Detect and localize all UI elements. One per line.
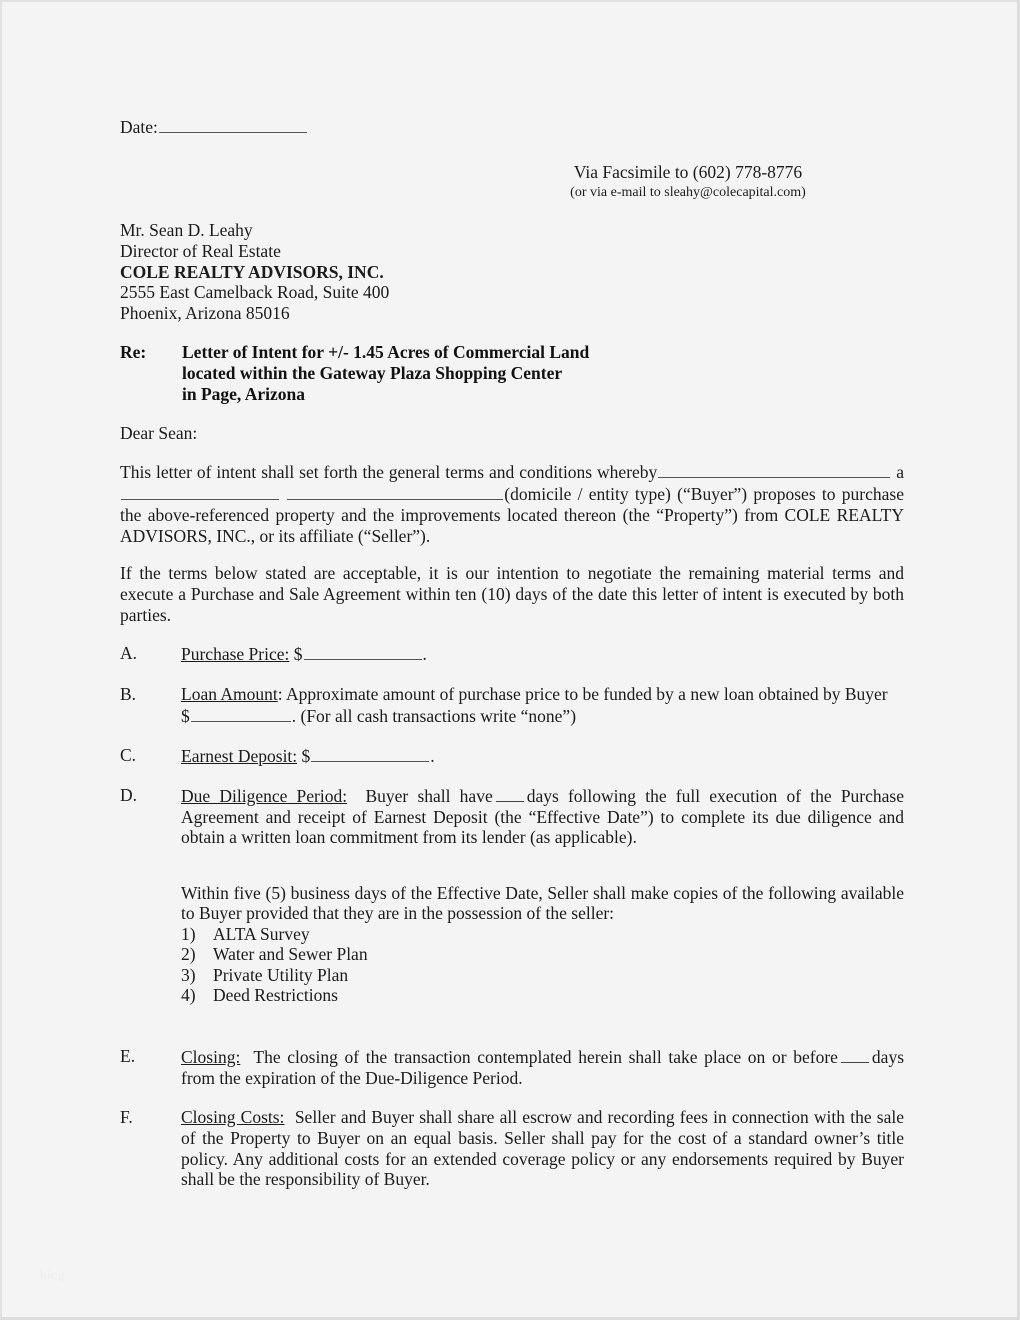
subject-line-2: located within the Gateway Plaza Shopping Center <box>182 362 563 383</box>
recipient-address-block <box>120 220 389 324</box>
item-letter-d: D. <box>120 785 138 805</box>
facsimile-block <box>472 162 904 202</box>
item-body-f <box>181 1107 904 1190</box>
item-letter-f: F. <box>120 1107 133 1127</box>
recipient-city-state-zip: Phoenix, Arizona 85016 <box>120 303 290 324</box>
item-letter-e: E. <box>120 1046 136 1066</box>
item-letter-b: B. <box>120 684 137 704</box>
list-item <box>181 965 368 985</box>
subject-block <box>120 342 589 404</box>
item-a-title: Purchase Price: <box>181 644 290 665</box>
list-item-number: 1) <box>181 924 196 944</box>
subject-line-3: in Page, Arizona <box>182 383 305 404</box>
date-line <box>120 116 308 138</box>
buyer-entity-type-blank[interactable] <box>287 483 503 500</box>
subject-text <box>182 342 589 404</box>
purchase-price-blank[interactable] <box>304 643 422 660</box>
item-b-title: Loan Amount <box>181 684 278 704</box>
item-due-diligence-period <box>120 785 904 848</box>
page-watermark: blog <box>40 1267 66 1282</box>
item-f-text-1: Seller and Buyer shall share all escrow and recording fees in connection with the sale of the Property to Buyer on an equal basis. Seller shall pay for the cost of a standard owner’s title policy. Any additional costs for an extended coverage policy or any endorsements required by Buyer shall be the responsibility of Buyer. <box>181 1107 904 1190</box>
due-diligence-days-blank[interactable] <box>496 785 524 802</box>
list-item-label: ALTA Survey <box>213 924 310 944</box>
item-body-d <box>181 785 904 848</box>
closing-days-blank[interactable] <box>841 1046 869 1063</box>
buyer-domicile-blank[interactable] <box>121 483 279 500</box>
item-earnest-deposit <box>120 745 904 767</box>
item-body-e <box>181 1046 904 1088</box>
list-item-number: 4) <box>181 985 196 1006</box>
terms-paragraph: If the terms below stated are acceptable, it is our intention to negotiate the remaining material terms and execute a Purchase and Sale Agreement within ten (10) days of the date this letter of intent is executed by both parties. <box>120 563 904 625</box>
list-item <box>181 985 368 1005</box>
due-diligence-document-list <box>181 924 368 1006</box>
item-b-currency: $ <box>181 705 190 726</box>
item-closing <box>120 1046 904 1088</box>
item-f-title: Closing Costs: <box>181 1107 285 1127</box>
facsimile-primary: Via Facsimile to (602) 778-8776 <box>573 162 803 182</box>
subject-line-1: Letter of Intent for +/- 1.45 Acres of Commercial Land <box>182 342 590 362</box>
item-c-title: Earnest Deposit: <box>181 746 298 767</box>
item-e-text-2: days from the expiration of the Due-Diligence Period. <box>181 1046 904 1088</box>
earnest-deposit-blank[interactable] <box>311 745 429 762</box>
item-e-text-1: The closing of the transaction contemplated herein shall take place on or before <box>253 1046 838 1067</box>
intro-paragraph <box>120 461 904 546</box>
list-item-label: Deed Restrictions <box>213 985 338 1006</box>
item-e-title: Closing: <box>181 1046 241 1067</box>
item-closing-costs <box>120 1107 904 1190</box>
recipient-street: 2555 East Camelback Road, Suite 400 <box>120 282 390 303</box>
salutation: Dear Sean: <box>120 423 198 443</box>
item-c-after: . <box>430 746 435 767</box>
buyer-name-blank[interactable] <box>658 461 890 478</box>
facsimile-secondary: (or via e-mail to sleahy@colecapital.com) <box>570 185 806 200</box>
item-loan-amount <box>120 684 904 727</box>
item-body-c <box>181 745 904 767</box>
recipient-title: Director of Real Estate <box>120 240 281 261</box>
subject-label: Re: <box>120 342 147 362</box>
item-d-text-1: Buyer shall have <box>365 785 493 806</box>
item-c-currency: $ <box>301 746 311 767</box>
recipient-name: Mr. Sean D. Leahy <box>120 220 253 240</box>
item-purchase-price <box>120 643 904 665</box>
intro-part-3: (domicile / entity type) (“Buyer”) proposes to purchase the above-referenced property and the improvements located thereon (the “Property”) from COLE REALTY ADVISORS, INC., or its affiliate (“Seller”). <box>120 483 905 546</box>
item-body-a <box>181 643 904 665</box>
item-b-text-2: . (For all cash transactions write “none”) <box>291 705 577 726</box>
item-letter-c: C. <box>120 745 137 765</box>
item-a-currency: $ <box>293 644 303 665</box>
item-letter-a: A. <box>120 643 138 663</box>
list-item <box>181 944 368 964</box>
intro-part-2: a <box>896 462 905 483</box>
list-item-label: Water and Sewer Plan <box>213 944 368 965</box>
item-d-title: Due Diligence Period: <box>181 785 348 806</box>
item-a-after: . <box>422 644 427 665</box>
loan-amount-blank[interactable] <box>191 705 291 722</box>
item-body-b <box>181 684 904 727</box>
list-item-number: 3) <box>181 964 196 985</box>
list-item <box>181 924 368 944</box>
date-blank-field[interactable] <box>159 116 307 133</box>
due-diligence-deliverables-paragraph: Within five (5) business days of the Effective Date, Seller shall make copies of the following available to Buyer provided that they are in the possession of the seller: <box>181 882 904 924</box>
date-label: Date: <box>120 117 158 138</box>
list-item-label: Private Utility Plan <box>213 964 349 985</box>
list-item-number: 2) <box>181 944 196 965</box>
item-d-text-2: days following the full execution of the Purchase Agreement and receipt of Earnest Deposit (the “Effective Date”) to complete its due diligence and obtain a written loan commitment from its lender (as applicable). <box>181 785 904 848</box>
intro-part-1: This letter of intent shall set forth the general terms and conditions whereby <box>120 462 658 483</box>
recipient-company: COLE REALTY ADVISORS, INC. <box>120 261 384 282</box>
item-b-text-1: : Approximate amount of purchase price to be funded by a new loan obtained by Buyer <box>277 684 888 704</box>
